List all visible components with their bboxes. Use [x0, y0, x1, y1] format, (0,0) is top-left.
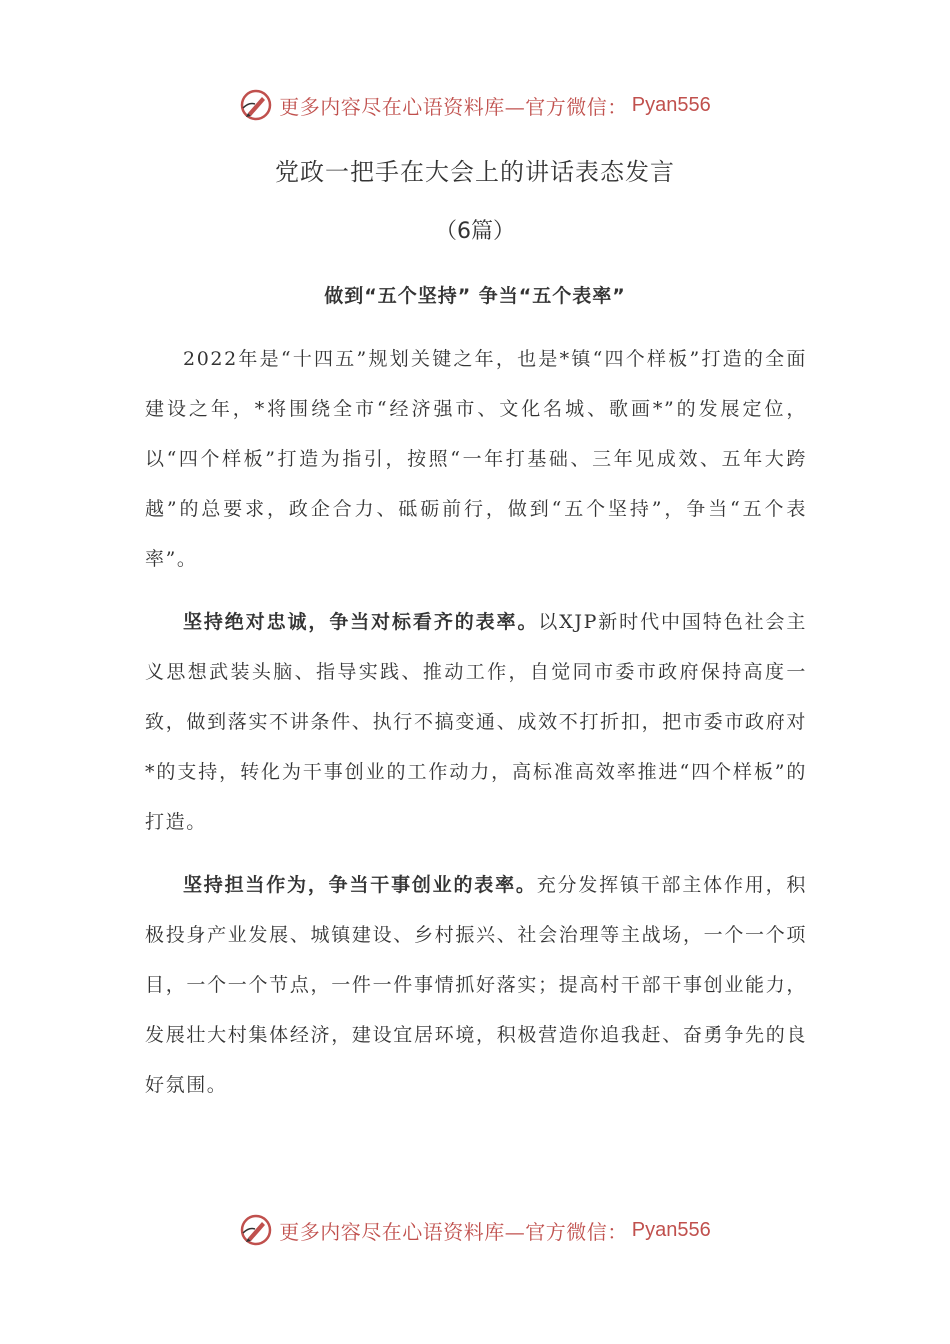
paragraph-1 [145, 334, 807, 584]
banner-text: 更多内容尽在心语资料库—官方微信： [279, 94, 628, 119]
banner-wechat-id: Pyan556 [631, 93, 711, 116]
bottom-watermark-banner [0, 1210, 950, 1250]
top-watermark-banner [0, 85, 950, 125]
banner-text: 更多内容尽在心语资料库—官方微信： [279, 1219, 628, 1244]
paragraph-text: 2022年是“十四五”规划关键之年，也是*镇“四个样板”打造的全面建设之年，*将围绕全市“经济强市、文化名城、歌画*”的发展定位，以“四个样板”打造为指引，按照“一年打基础、三年见成效、五年大跨越”的总要求，政企合力、砥砺前行，做到“五个坚持”，争当“五个表率”。 [145, 348, 807, 570]
pen-logo-icon [239, 1213, 273, 1247]
paragraph-text: 以XJP新时代中国特色社会主义思想武装头脑、指导实践、推动工作，自觉同市委市政府保持高度一致，做到落实不讲条件、执行不搞变通、成效不打折扣，把市委市政府对*的支持，转化为干事创业的工作动力，高标准高效率推进“四个样板”的打造。 [145, 611, 807, 833]
section-heading: 做到“五个坚持” 争当“五个表率” [324, 285, 626, 307]
banner-wechat-id: Pyan556 [631, 1218, 711, 1241]
document-subtitle: （6篇） [435, 219, 515, 244]
pen-logo-icon [239, 88, 273, 122]
paragraph-lead: 坚持担当作为，争当干事创业的表率。 [183, 874, 537, 896]
document-title: 党政一把手在大会上的讲话表态发言 [275, 158, 675, 186]
paragraph-lead: 坚持绝对忠诚，争当对标看齐的表率。 [183, 611, 539, 633]
paragraph-3 [145, 860, 807, 1110]
paragraph-text: 充分发挥镇干部主体作用，积极投身产业发展、城镇建设、乡村振兴、社会治理等主战场，一个一个项目，一个一个节点，一件一件事情抓好落实；提高村干部干事创业能力，发展壮大村集体经济，建设宜居环境，积极营造你追我赶、奋勇争先的良好氛围。 [145, 874, 807, 1096]
paragraph-2 [145, 597, 807, 847]
